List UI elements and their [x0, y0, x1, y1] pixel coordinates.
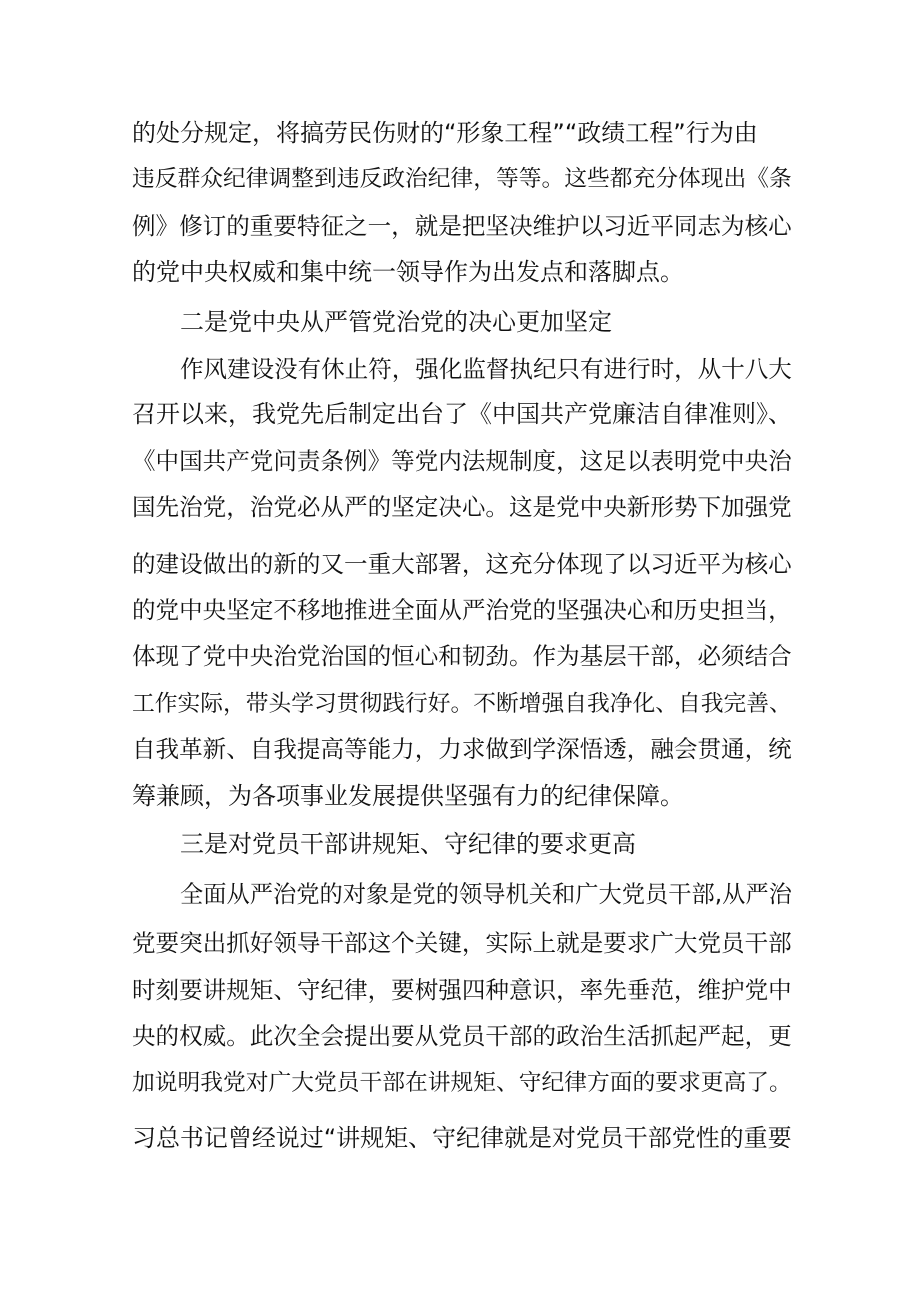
text-line: 的处分规定，将搞劳民伤财的“形象工程”“政绩工程”行为由: [132, 119, 758, 147]
text-line: 召开以来，我党先后制定出台了《中国共产党廉洁自律准则》、: [132, 400, 792, 428]
text-line: 时刻要讲规矩、守纪律，要树强四种意识，率先垂范，维护党中: [132, 976, 792, 1004]
text-line: 全面从严治党的对象是党的领导机关和广大党员干部,从严治: [180, 881, 792, 908]
text-line: 习总书记曾经说过“讲规矩、守纪律就是对党员干部党性的重要: [132, 1124, 792, 1152]
section-heading: 二是党中央从严管党治党的决心更加坚定: [180, 308, 612, 336]
text-line: 体现了党中央治党治国的恒心和韧劲。作为基层干部，必须结合: [132, 642, 792, 670]
text-line: 违反群众纪律调整到违反政治纪律，等等。这些都充分体现出《条: [132, 166, 792, 192]
text-line: 央的权威。此次全会提出要从党员干部的政治生活抓起严起，更: [132, 1022, 792, 1050]
text-line: 筹兼顾，为各项事业发展提供坚强有力的纪律保障。: [132, 782, 684, 810]
section-heading: 三是对党员干部讲规矩、守纪律的要求更高: [180, 830, 636, 858]
text-line: 自我革新、自我提高等能力，力求做到学深悟透，融会贯通，统: [132, 735, 792, 763]
text-line: 的建设做出的新的又一重大部署，这充分体现了以习近平为核心: [132, 550, 792, 578]
text-line: 的党中央权威和集中统一领导作为出发点和落脚点。: [132, 258, 684, 286]
text-line: 例》修订的重要特征之一，就是把坚决维护以习近平同志为核心: [132, 212, 792, 240]
text-line: 党要突出抓好领导干部这个关键，实际上就是要求广大党员干部: [132, 929, 792, 957]
text-line: 工作实际，带头学习贯彻践行好。不断增强自我净化、自我完善、: [132, 691, 792, 717]
text-line: 《中国共产党问责条例》等党内法规制度，这足以表明党中央治: [132, 447, 792, 475]
text-line: 的党中央坚定不移地推进全面从严治党的坚强决心和历史担当，: [132, 596, 792, 624]
text-line: 国先治党，治党必从严的坚定决心。这是党中央新形势下加强党: [132, 493, 792, 521]
text-line: 作风建设没有休止符，强化监督执纪只有进行时，从十八大: [180, 355, 792, 383]
text-line: 加说明我党对广大党员干部在讲规矩、守纪律方面的要求更高了。: [132, 1070, 792, 1096]
